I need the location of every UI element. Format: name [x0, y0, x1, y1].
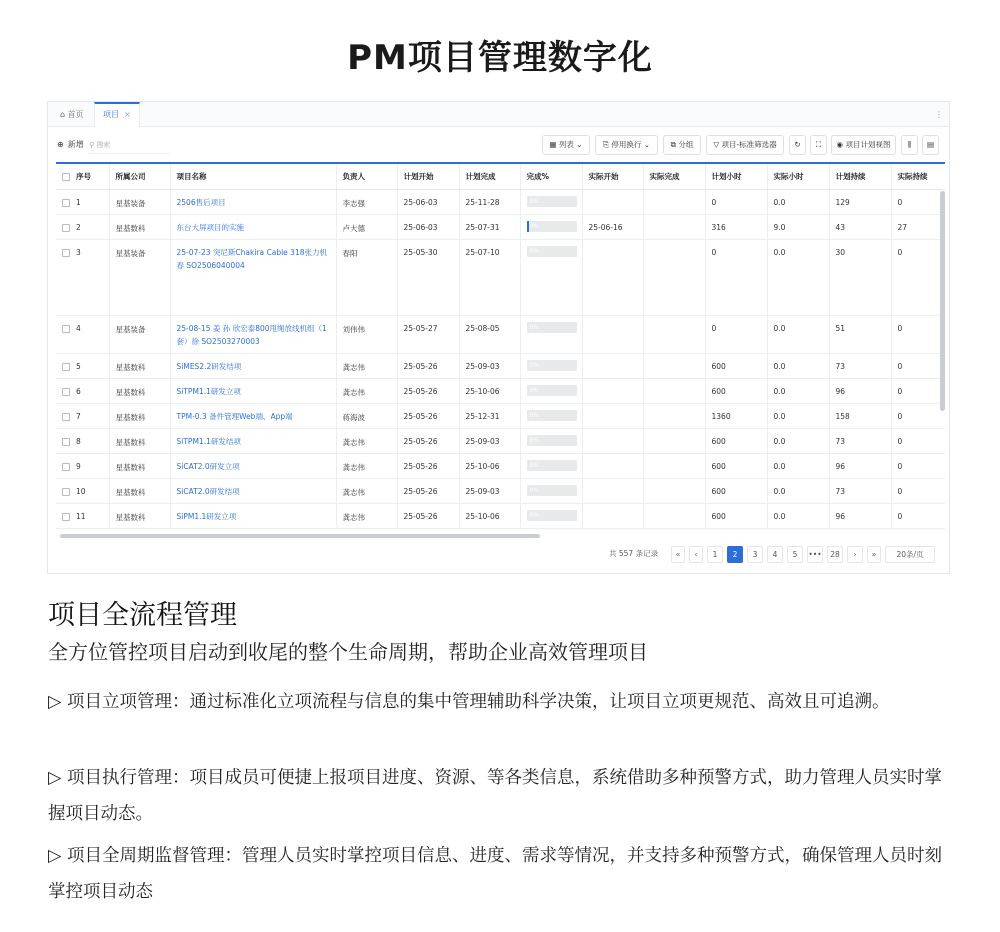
panel-icon: ▤: [926, 140, 935, 149]
table-cell: 龚志伟: [336, 353, 397, 378]
progress-label: 0%: [529, 361, 540, 369]
column-header-label: 实际开始: [588, 171, 619, 181]
app-window: [47, 101, 950, 574]
toolbar: [48, 135, 949, 157]
table-cell: [643, 453, 705, 478]
table-cell: 龚志伟: [336, 453, 397, 478]
table-cell: 0: [891, 428, 945, 453]
table-cell: 0.0: [767, 403, 829, 428]
row-checkbox[interactable]: [62, 363, 70, 371]
row-checkbox[interactable]: [62, 463, 70, 471]
table-cell: 卢大德: [336, 214, 397, 239]
column-header[interactable]: [170, 164, 336, 189]
wrap-toggle-button[interactable]: [595, 135, 658, 155]
list-icon: ▦: [549, 140, 559, 149]
pagination: [609, 546, 939, 564]
table-cell: 星基装备: [109, 315, 170, 353]
table-cell: 129: [829, 189, 891, 214]
progress-fill: [527, 221, 529, 232]
project-table: [56, 162, 945, 537]
progress-label: 0%: [529, 411, 540, 419]
progress-label: 0%: [529, 323, 540, 331]
table-cell: [56, 478, 109, 503]
table-cell: 星基数科: [109, 214, 170, 239]
progress-bar: [527, 485, 577, 496]
table-cell: 星基数科: [109, 378, 170, 403]
project-name-link[interactable]: SiTPM1.1研发结项: [170, 428, 336, 453]
table-cell: [520, 503, 582, 528]
table-cell: 星基数科: [109, 353, 170, 378]
table-cell: 73: [829, 478, 891, 503]
first-page-icon[interactable]: «: [671, 546, 685, 563]
column-header-label: 实际小时: [773, 171, 804, 181]
page-button[interactable]: 28: [827, 546, 843, 563]
column-header-label: 序号: [76, 171, 91, 181]
table-cell: 0: [891, 315, 945, 353]
project-name-link[interactable]: TPM-0.3 备件管理Web端、App端: [170, 403, 336, 428]
panel-button[interactable]: [922, 135, 939, 155]
progress-label: 0%: [529, 197, 540, 205]
table-cell: [582, 315, 643, 353]
project-name-link[interactable]: 25-07-23 突尼斯Chakira Cable 318张力机 春 SO2506040004: [170, 239, 336, 315]
table-cell: 0: [705, 189, 767, 214]
table-cell: 0.0: [767, 453, 829, 478]
progress-label: 0%: [529, 461, 540, 469]
project-name-link[interactable]: SiMES2.2研发结项: [170, 353, 336, 378]
column-header-label: 计划持续: [835, 171, 866, 181]
progress-label: 0%: [529, 486, 540, 494]
group-label: 分组: [678, 140, 694, 149]
table-cell: 25-05-27: [397, 315, 459, 353]
column-settings-button[interactable]: [901, 135, 918, 155]
table-cell: 25-09-03: [459, 353, 520, 378]
table-cell: [56, 453, 109, 478]
table-cell: 星基数科: [109, 428, 170, 453]
table-cell: 星基装备: [109, 189, 170, 214]
row-number: 11: [76, 511, 86, 521]
page-button[interactable]: 5: [787, 546, 803, 563]
more-icon[interactable]: ⋮: [935, 110, 943, 119]
row-checkbox[interactable]: [62, 249, 70, 257]
plan-view-button[interactable]: [831, 135, 896, 155]
new-button[interactable]: [57, 139, 88, 150]
table-cell: 0: [891, 353, 945, 378]
column-header[interactable]: [109, 164, 170, 189]
new-button-label: 新增: [67, 140, 84, 149]
progress-bar: [527, 246, 577, 257]
row-number: 8: [76, 436, 81, 446]
table-cell: 25-09-03: [459, 428, 520, 453]
table-cell: 25-05-26: [397, 403, 459, 428]
table-cell: 星基数科: [109, 478, 170, 503]
tab-home-label: 首页: [67, 110, 84, 119]
table-cell: [582, 239, 643, 315]
table-cell: 25-05-30: [397, 239, 459, 315]
table-cell: 0.0: [767, 378, 829, 403]
table-cell: [643, 214, 705, 239]
table-cell: 25-10-06: [459, 503, 520, 528]
last-page-icon[interactable]: »: [867, 546, 881, 563]
table-cell: [520, 453, 582, 478]
table-row[interactable]: [56, 478, 945, 503]
table-row[interactable]: [56, 403, 945, 428]
table-cell: [520, 378, 582, 403]
project-name-link[interactable]: 东台大屏项目的实施: [170, 214, 336, 239]
table-cell: [643, 428, 705, 453]
table-cell: 星基装备: [109, 239, 170, 315]
table-cell: 30: [829, 239, 891, 315]
column-header[interactable]: [829, 164, 891, 189]
table-cell: [582, 453, 643, 478]
table-cell: [520, 189, 582, 214]
table-cell: [520, 239, 582, 315]
table-cell: 刘伟伟: [336, 315, 397, 353]
tab-bar: [48, 102, 949, 127]
table-cell: [582, 189, 643, 214]
table-cell: 25-07-31: [459, 214, 520, 239]
table-cell: 25-05-26: [397, 503, 459, 528]
group-button[interactable]: [663, 135, 701, 155]
chevron-down-icon: ⌄: [573, 140, 583, 149]
table-cell: 25-05-26: [397, 378, 459, 403]
column-header[interactable]: [643, 164, 705, 189]
table-cell: [582, 478, 643, 503]
next-page-icon[interactable]: ›: [847, 546, 863, 563]
column-header-label: 项目名称: [176, 171, 207, 181]
row-checkbox[interactable]: [62, 388, 70, 396]
table-cell: [56, 189, 109, 214]
table-cell: [582, 428, 643, 453]
table-cell: 0.0: [767, 189, 829, 214]
progress-label: 0%: [529, 222, 540, 230]
table-cell: 0.0: [767, 503, 829, 528]
row-checkbox[interactable]: [62, 513, 70, 521]
table-cell: 0: [891, 378, 945, 403]
table-row[interactable]: [56, 378, 945, 403]
row-number: 1: [76, 197, 81, 207]
table-row[interactable]: [56, 503, 945, 528]
fullscreen-icon: ⛶: [815, 140, 822, 149]
table-cell: 73: [829, 428, 891, 453]
table-cell: 51: [829, 315, 891, 353]
row-number: 5: [76, 361, 81, 371]
table-cell: [56, 428, 109, 453]
progress-bar: [527, 196, 577, 207]
page-button[interactable]: 4: [767, 546, 783, 563]
table-cell: 25-05-26: [397, 353, 459, 378]
table-cell: 25-08-05: [459, 315, 520, 353]
progress-bar: [527, 322, 577, 333]
plan-view-label: 项目计划视图: [845, 140, 891, 149]
table-cell: 600: [705, 453, 767, 478]
table-cell: [56, 403, 109, 428]
table-cell: 316: [705, 214, 767, 239]
table-cell: 600: [705, 478, 767, 503]
home-icon: ⌂: [60, 110, 68, 119]
table-cell: 0: [891, 239, 945, 315]
table-cell: [582, 378, 643, 403]
table-cell: 27: [891, 214, 945, 239]
row-number: 3: [76, 247, 81, 257]
table-cell: [643, 315, 705, 353]
feature-item: ▷ 项目全周期监督管理：管理人员实时掌控项目信息、进度、需求等情况，并支持多种预警方式，确保管理人员时刻掌控项目动态: [48, 846, 943, 902]
search-input[interactable]: [89, 137, 169, 154]
column-header[interactable]: [336, 164, 397, 189]
table-cell: 600: [705, 503, 767, 528]
row-number: 6: [76, 386, 81, 396]
page-button[interactable]: 1: [707, 546, 723, 563]
column-header[interactable]: [397, 164, 459, 189]
project-name-link[interactable]: 2506售后项目: [170, 189, 336, 214]
table-cell: 96: [829, 453, 891, 478]
close-icon[interactable]: ×: [124, 110, 131, 119]
table-cell: 96: [829, 503, 891, 528]
table-cell: 600: [705, 428, 767, 453]
column-header-label: 所属公司: [115, 171, 146, 181]
page-button[interactable]: 3: [747, 546, 763, 563]
column-header-label: 负责人: [342, 171, 365, 181]
page-title: PM项目管理数字化: [347, 38, 653, 78]
table-cell: 龚志伟: [336, 503, 397, 528]
table-cell: 96: [829, 378, 891, 403]
project-name-link[interactable]: 25-08-15 姜 孙 欣宏泰800甩绳放线机组（1套）徐 SO2503270003: [170, 315, 336, 353]
table-row[interactable]: [56, 353, 945, 378]
progress-label: 0%: [529, 436, 540, 444]
progress-bar: [527, 360, 577, 371]
search-icon: ⚲: [89, 141, 97, 149]
table-cell: 0: [891, 189, 945, 214]
filter-button[interactable]: [706, 135, 784, 155]
tab-project[interactable]: [94, 102, 140, 127]
table-cell: 25-06-16: [582, 214, 643, 239]
table-cell: [643, 478, 705, 503]
table-cell: [520, 214, 582, 239]
table-cell: 43: [829, 214, 891, 239]
table-cell: [643, 503, 705, 528]
table-cell: 龚志伟: [336, 378, 397, 403]
table-cell: [56, 503, 109, 528]
row-checkbox[interactable]: [62, 438, 70, 446]
chevron-down-icon: ⌄: [641, 140, 651, 149]
table-cell: [56, 214, 109, 239]
prev-page-icon[interactable]: ‹: [689, 546, 703, 563]
table-cell: 0: [891, 478, 945, 503]
table-cell: 25-12-31: [459, 403, 520, 428]
table-cell: 25-05-26: [397, 478, 459, 503]
table-cell: 25-07-10: [459, 239, 520, 315]
column-header[interactable]: [520, 164, 582, 189]
row-checkbox[interactable]: [62, 224, 70, 232]
refresh-icon: ↻: [794, 140, 801, 149]
row-number: 2: [76, 222, 81, 232]
column-header-label: 计划开始: [403, 171, 434, 181]
progress-bar: [527, 435, 577, 446]
table-cell: [520, 403, 582, 428]
table-cell: 星基数科: [109, 403, 170, 428]
table-cell: 0.0: [767, 353, 829, 378]
table-cell: [643, 403, 705, 428]
page-size-select[interactable]: 20条/页: [885, 546, 935, 563]
table-cell: [643, 189, 705, 214]
progress-label: 0%: [529, 386, 540, 394]
column-header-label: 计划完成: [465, 171, 496, 181]
horizontal-scrollbar[interactable]: [60, 534, 540, 538]
progress-bar: [527, 385, 577, 396]
row-number: 7: [76, 411, 81, 421]
progress-bar: [527, 510, 577, 521]
project-name-link[interactable]: SiPM1.1研发立项: [170, 503, 336, 528]
table-row[interactable]: [56, 239, 945, 315]
filter-label: 项目-标准筛选器: [721, 140, 777, 149]
filter-icon: ▽: [713, 140, 722, 149]
feature-item: ▷ 项目执行管理：项目成员可便捷上报项目进度、资源、等各类信息，系统借助多种预警方式，助力管理人员实时掌握项目动态。: [48, 768, 943, 824]
table-row[interactable]: [56, 214, 945, 239]
table-cell: 春阳: [336, 239, 397, 315]
column-settings-icon: ⫼: [907, 140, 912, 149]
row-checkbox[interactable]: [62, 413, 70, 421]
progress-label: 0%: [529, 511, 540, 519]
table-cell: 0: [891, 503, 945, 528]
table-cell: 0: [891, 403, 945, 428]
table-cell: [582, 403, 643, 428]
table-row[interactable]: [56, 428, 945, 453]
wrap-label: 停用换行: [611, 140, 642, 149]
table-cell: 25-05-26: [397, 453, 459, 478]
column-header[interactable]: [582, 164, 643, 189]
table-cell: 0: [891, 453, 945, 478]
table-cell: 25-10-06: [459, 453, 520, 478]
table-row[interactable]: [56, 453, 945, 478]
table-cell: [520, 478, 582, 503]
row-number: 4: [76, 323, 81, 333]
table-cell: 25-09-03: [459, 478, 520, 503]
row-checkbox[interactable]: [62, 488, 70, 496]
feature-item: ▷ 项目立项管理：通过标准化立项流程与信息的集中管理辅助科学决策，让项目立项更规范、高效且可追溯。: [48, 692, 890, 712]
table-cell: [643, 239, 705, 315]
table-cell: 星基数科: [109, 503, 170, 528]
table-row[interactable]: [56, 315, 945, 353]
column-header-label: 计划小时: [711, 171, 742, 181]
refresh-button[interactable]: [789, 135, 806, 155]
column-header-label: 实际完成: [649, 171, 680, 181]
table-cell: 25-11-28: [459, 189, 520, 214]
column-header[interactable]: [891, 164, 945, 189]
table-cell: [520, 315, 582, 353]
ellipsis-button[interactable]: •••: [807, 546, 823, 563]
table-cell: 600: [705, 378, 767, 403]
list-view-button[interactable]: [542, 135, 590, 155]
vertical-scrollbar[interactable]: [940, 191, 945, 411]
table-cell: 蒋海波: [336, 403, 397, 428]
project-name-link[interactable]: SiCAT2.0研发立项: [170, 453, 336, 478]
progress-bar: [527, 410, 577, 421]
table-cell: [56, 378, 109, 403]
table-cell: [56, 315, 109, 353]
table-cell: 600: [705, 353, 767, 378]
row-checkbox[interactable]: [62, 199, 70, 207]
tab-home[interactable]: [52, 102, 92, 127]
table-cell: 0: [705, 239, 767, 315]
plus-icon: ⊕: [57, 140, 64, 149]
project-name-link[interactable]: SiTPM1.1研发立项: [170, 378, 336, 403]
column-header[interactable]: [459, 164, 520, 189]
table-cell: 0.0: [767, 478, 829, 503]
table-cell: 龚志伟: [336, 478, 397, 503]
row-number: 10: [76, 486, 86, 496]
table-cell: 25-06-03: [397, 214, 459, 239]
row-number: 9: [76, 461, 81, 471]
table-cell: 1360: [705, 403, 767, 428]
table-cell: [520, 428, 582, 453]
column-header[interactable]: [767, 164, 829, 189]
table-cell: [520, 353, 582, 378]
project-name-link[interactable]: SiCAT2.0研发结项: [170, 478, 336, 503]
group-icon: ⧉: [670, 140, 679, 149]
section-title: 项目全流程管理: [48, 600, 237, 631]
wrap-icon: ⎘: [602, 140, 612, 149]
table-cell: 158: [829, 403, 891, 428]
table-header: [56, 164, 945, 189]
progress-bar: [527, 221, 577, 232]
row-checkbox[interactable]: [62, 325, 70, 333]
search-placeholder: 搜索: [96, 141, 111, 149]
table-cell: 0.0: [767, 428, 829, 453]
table-cell: 25-05-26: [397, 428, 459, 453]
fullscreen-button[interactable]: [810, 135, 827, 155]
table-cell: 9.0: [767, 214, 829, 239]
page-button[interactable]: 2: [727, 546, 743, 563]
column-header[interactable]: [705, 164, 767, 189]
table-cell: [643, 353, 705, 378]
table-cell: [582, 503, 643, 528]
table-cell: 73: [829, 353, 891, 378]
section-subtitle: 全方位管控项目启动到收尾的整个生命周期，帮助企业高效管理项目: [48, 640, 648, 664]
total-records: 共 557 条记录: [609, 549, 659, 558]
table-cell: [643, 378, 705, 403]
table-cell: [56, 353, 109, 378]
eye-icon: ◉: [836, 140, 846, 149]
table-cell: 0.0: [767, 315, 829, 353]
tab-project-label: 项目: [103, 110, 119, 119]
progress-label: 0%: [529, 247, 540, 255]
column-header-label: 完成%: [526, 171, 550, 181]
table-cell: 0: [705, 315, 767, 353]
select-all-checkbox[interactable]: [62, 173, 70, 181]
progress-bar: [527, 460, 577, 471]
table-cell: 李志强: [336, 189, 397, 214]
table-cell: 25-06-03: [397, 189, 459, 214]
table-cell: 0.0: [767, 239, 829, 315]
list-view-label: 列表: [558, 140, 574, 149]
table-row[interactable]: [56, 189, 945, 214]
table-cell: 星基数科: [109, 453, 170, 478]
table-cell: [582, 353, 643, 378]
table-cell: [56, 239, 109, 315]
table-cell: 龚志伟: [336, 428, 397, 453]
column-header[interactable]: [56, 164, 109, 189]
table-cell: 25-10-06: [459, 378, 520, 403]
column-header-label: 实际持续: [897, 171, 928, 181]
